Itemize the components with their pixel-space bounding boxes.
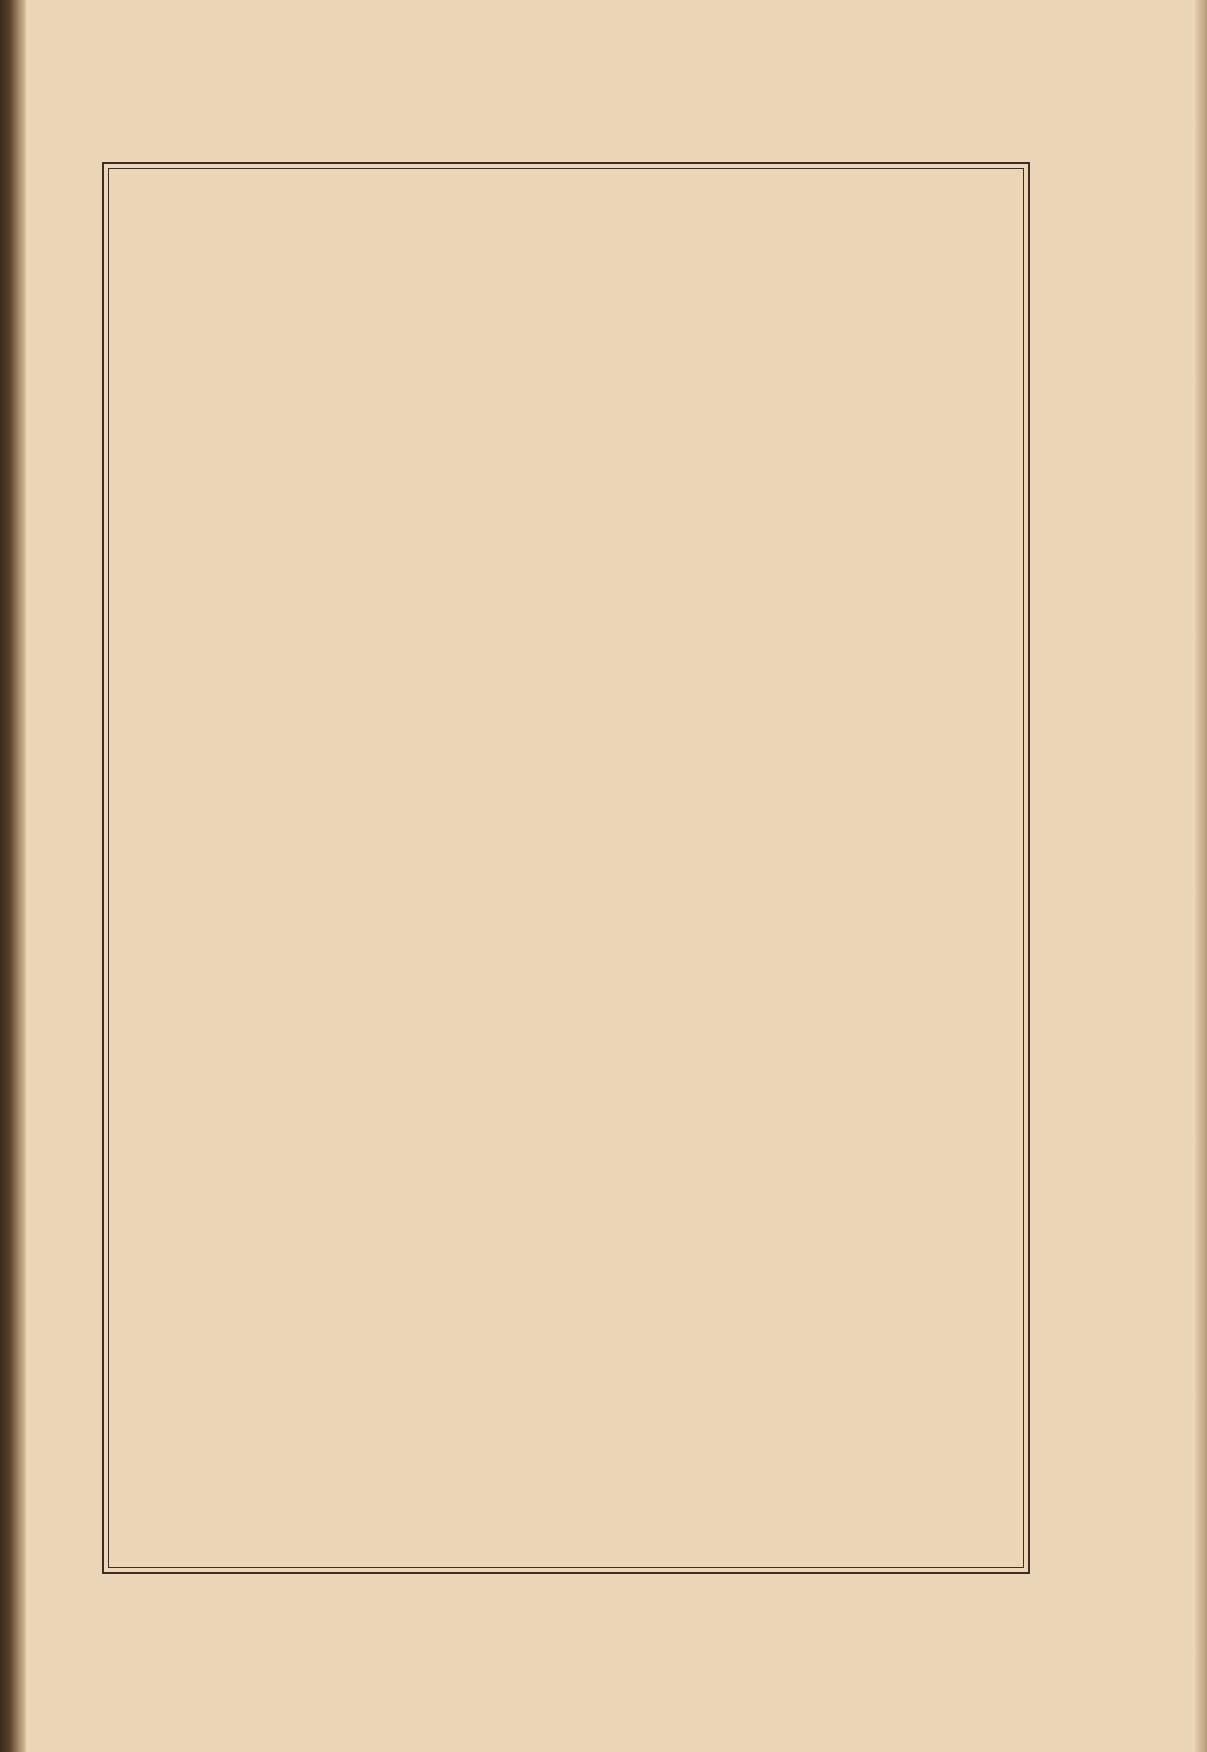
page-edge — [1195, 0, 1207, 1752]
book-spine — [0, 0, 26, 1752]
table-inner-border — [108, 168, 1024, 1568]
table-frame — [102, 162, 1030, 1574]
